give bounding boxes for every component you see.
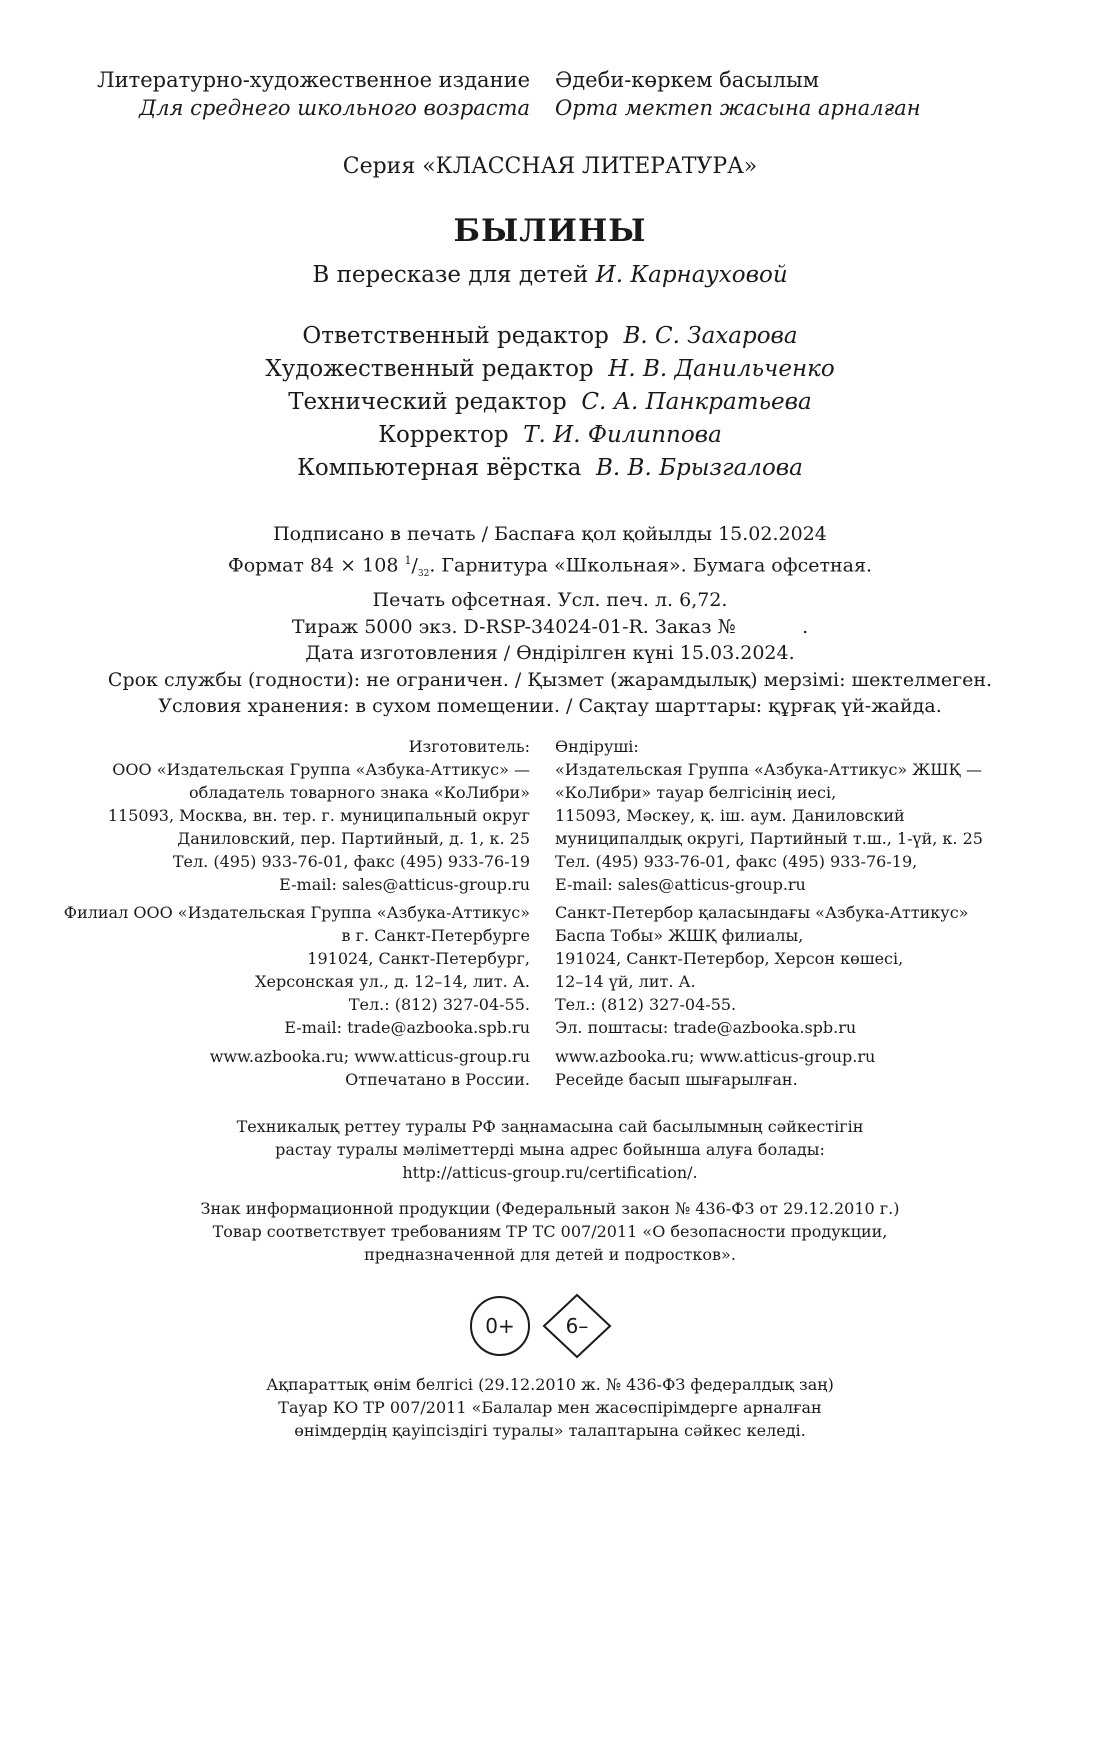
- info-sign-ru-line: предназначенной для детей и подростков».: [364, 1245, 736, 1264]
- credit-line: [0, 386, 1100, 419]
- age-diamond-label: 6–: [565, 1314, 589, 1338]
- info-sign-kz-line: Тауар КО ТР 007/2011 «Балалар мен жасөспірімдерге арналған: [278, 1398, 822, 1417]
- branch-kz: [555, 901, 968, 1039]
- manufacturer-kz-line: муниципалдық округі, Партийный т.ш., 1-үй, к. 25: [555, 829, 983, 848]
- format-numerator: 1: [404, 553, 412, 567]
- age-group-ru: Для среднего школьного возраста: [139, 96, 530, 120]
- manufacturer-kz: [555, 735, 983, 896]
- branch-ru-line: Филиал ООО «Издательская Группа «Азбука-Аттикус»: [63, 903, 530, 922]
- manufacturer-kz-line: Тел. (495) 933-76-01, факс (495) 933-76-19,: [555, 852, 918, 871]
- credit-role: Ответственный редактор: [302, 323, 609, 349]
- format-slash: /: [411, 553, 418, 576]
- edition-type-ru: Литературно-художественное издание: [97, 68, 530, 92]
- imprint-signed: Подписано в печать / Баспаға қол қойылды 15.02.2024: [273, 523, 827, 545]
- web-ru-line: Отпечатано в России.: [345, 1070, 530, 1089]
- book-subtitle: [0, 262, 1100, 288]
- info-sign-kz-line: өнімдердің қауіпсіздігі туралы» талаптарына сәйкес келеді.: [294, 1421, 806, 1440]
- credit-line: [0, 452, 1100, 485]
- edition-header: [0, 66, 1100, 126]
- branch-ru-line: Тел.: (812) 327-04-55.: [348, 995, 530, 1014]
- credit-name: С. А. Панкратьева: [581, 389, 812, 415]
- edition-header-kz: [555, 66, 921, 122]
- manufacturer-ru-line: 115093, Москва, вн. тер. г. муниципальный округ: [107, 806, 530, 825]
- credit-role: Художественный редактор: [265, 356, 594, 382]
- imprint-run: Тираж 5000 экз. D-RSP-34024-01-R. Заказ № .: [291, 615, 809, 638]
- credit-role: Корректор: [378, 422, 509, 448]
- branch-ru-line: E-mail: trade@azbooka.spb.ru: [284, 1018, 530, 1037]
- edition-header-ru: [97, 66, 530, 122]
- age-rating-marks: [470, 1293, 620, 1359]
- manufacturer-kz-line: «КоЛибри» тауар белгісінің иесі,: [555, 783, 837, 802]
- age-circle-mark: 0+: [470, 1296, 530, 1356]
- credit-line: [0, 320, 1100, 353]
- imprint-format: [0, 548, 1100, 588]
- branch-kz-line: Баспа Тобы» ЖШҚ филиалы,: [555, 926, 804, 945]
- manufacturer-ru-line: Тел. (495) 933-76-01, факс (495) 933-76-19: [172, 852, 530, 871]
- certification-line: http://atticus-group.ru/certification/.: [402, 1163, 698, 1182]
- imprint-shelf-life: Срок службы (годности): не ограничен. / Қызмет (жарамдылық) мерзімі: шектелмеген.: [107, 668, 993, 691]
- info-sign-kz-line: Ақпараттық өнім белгісі (29.12.2010 ж. № 436-ФЗ федералдық заң): [266, 1375, 834, 1394]
- branch-kz-line: Санкт-Петербор қаласындағы «Азбука-Аттикус»: [555, 903, 969, 922]
- subtitle-author: И. Карнауховой: [595, 262, 788, 288]
- web-kz-line: Ресейде басып шығарылған.: [555, 1070, 798, 1089]
- imprint-made: Дата изготовления / Өндірілген күні 15.03.2024.: [305, 642, 795, 665]
- web-ru-line: www.azbooka.ru; www.atticus-group.ru: [209, 1047, 530, 1066]
- book-title: БЫЛИНЫ: [453, 213, 647, 249]
- certification-line: растау туралы мәліметтерді мына адрес бойынша алуға болады:: [275, 1140, 825, 1159]
- credit-name: Н. В. Данильченко: [608, 356, 835, 382]
- web-ru: [210, 1045, 530, 1091]
- credit-line: [0, 353, 1100, 386]
- subtitle-prefix: В пересказе для детей: [312, 262, 589, 288]
- branch-ru-line: 191024, Санкт-Петербург,: [307, 949, 530, 968]
- manufacturer-ru: [108, 735, 530, 896]
- imprint-print: Печать офсетная. Усл. печ. л. 6,72.: [372, 589, 728, 612]
- credit-role: Компьютерная вёрстка: [297, 455, 582, 481]
- manufacturer-kz-line: 115093, Мәскеу, қ. іш. аум. Даниловский: [555, 806, 905, 825]
- manufacturer-ru-line: обладатель товарного знака «КоЛибри»: [188, 783, 530, 802]
- format-suffix: . Гарнитура «Школьная». Бумага офсетная.: [429, 553, 873, 576]
- format-prefix: Формат 84 × 108: [227, 553, 399, 576]
- manufacturer-kz-line: Өндіруші:: [555, 737, 639, 756]
- manufacturer-ru-line: E-mail: sales@atticus-group.ru: [279, 875, 530, 894]
- branch-kz-line: 12–14 үй, лит. А.: [555, 972, 696, 991]
- certification-note: [0, 1115, 1100, 1184]
- info-sign-ru-line: Знак информационной продукции (Федеральный закон № 436-ФЗ от 29.12.2010 г.): [200, 1199, 900, 1218]
- credit-name: Т. И. Филиппова: [523, 422, 722, 448]
- age-diamond-mark: [542, 1293, 612, 1359]
- manufacturer-kz-line: E-mail: sales@atticus-group.ru: [555, 875, 806, 894]
- format-denominator: 32: [417, 568, 430, 579]
- branch-ru: [64, 901, 530, 1039]
- credit-name: В. С. Захарова: [623, 323, 798, 349]
- branch-ru-line: Херсонская ул., д. 12–14, лит. А.: [255, 972, 530, 991]
- web-kz: [555, 1045, 875, 1091]
- branch-kz-line: Эл. поштасы: trade@azbooka.spb.ru: [555, 1018, 857, 1037]
- info-sign-ru: [0, 1197, 1100, 1266]
- web-kz-line: www.azbooka.ru; www.atticus-group.ru: [555, 1047, 876, 1066]
- edition-type-kz: Әдеби-көркем басылым: [555, 68, 820, 92]
- manufacturer-kz-line: «Издательская Группа «Азбука-Аттикус» ЖШҚ —: [555, 760, 982, 779]
- info-sign-kz: [0, 1373, 1100, 1442]
- manufacturer-ru-line: Изготовитель:: [408, 737, 530, 756]
- branch-ru-line: в г. Санкт-Петербурге: [341, 926, 530, 945]
- manufacturer-ru-line: ООО «Издательская Группа «Азбука-Аттикус» —: [112, 760, 530, 779]
- credits-list: [0, 320, 1100, 485]
- credit-name: В. В. Брызгалова: [596, 455, 803, 481]
- info-sign-ru-line: Товар соответствует требованиям ТР ТС 007/2011 «О безопасности продукции,: [212, 1222, 888, 1241]
- credit-line: [0, 419, 1100, 452]
- series-name: Серия «КЛАССНАЯ ЛИТЕРАТУРА»: [342, 154, 758, 179]
- imprint-storage: Условия хранения: в сухом помещении. / Сақтау шарттары: құрғақ үй-жайда.: [158, 695, 942, 718]
- certification-line: Техникалық реттеу туралы РФ заңнамасына сай басылымның сәйкестігін: [236, 1117, 864, 1136]
- imprint-block: [0, 521, 1100, 720]
- branch-kz-line: Тел.: (812) 327-04-55.: [555, 995, 737, 1014]
- credit-role: Технический редактор: [288, 389, 567, 415]
- branch-kz-line: 191024, Санкт-Петербор, Херсон көшесі,: [555, 949, 904, 968]
- age-group-kz: Орта мектеп жасына арналған: [555, 96, 921, 120]
- manufacturer-ru-line: Даниловский, пер. Партийный, д. 1, к. 25: [177, 829, 530, 848]
